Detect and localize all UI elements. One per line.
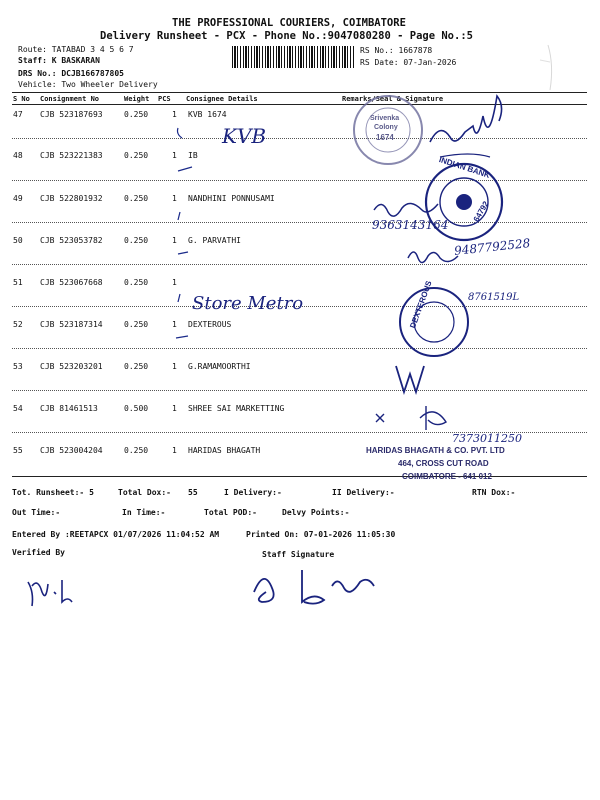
handwritten-store-metro: Store Metro bbox=[192, 293, 304, 314]
row-consignment: CJB 523221383 bbox=[40, 151, 103, 160]
row-weight: 0.250 bbox=[124, 278, 149, 287]
row-weight: 0.250 bbox=[124, 236, 149, 245]
haridas-stamp-line3: COIMBATORE - 641 012 bbox=[402, 472, 492, 481]
row-consignee: G.RAMAMOORTHI bbox=[188, 362, 251, 371]
row-weight: 0.250 bbox=[124, 362, 149, 371]
row-pcs: 1 bbox=[172, 404, 177, 413]
row-consignee: IB bbox=[188, 151, 198, 160]
row-sno: 53 bbox=[13, 362, 23, 371]
runsheet-subtitle: Delivery Runsheet - PCX - Phone No.:9047080280 - Page No.:5 bbox=[100, 30, 473, 42]
col-consignment: Consignment No bbox=[40, 95, 100, 103]
dexterous-stamp-text: DEXTEROUS bbox=[408, 279, 434, 330]
row-weight: 0.250 bbox=[124, 110, 149, 119]
printed-on: Printed On: 07-01-2026 11:05:30 bbox=[246, 530, 396, 539]
kvb-seal-line1: Srivenka bbox=[370, 115, 400, 122]
row-sno: 47 bbox=[13, 110, 23, 119]
kvb-seal-line3: 1674 bbox=[376, 133, 394, 142]
row-divider bbox=[12, 390, 587, 391]
row-consignee: SHREE SAI MARKETTING bbox=[188, 404, 285, 413]
row-sno: 55 bbox=[13, 446, 23, 455]
rs-date: RS Date: 07-Jan-2026 bbox=[360, 58, 457, 67]
handwritten-phone1: 9363143164 bbox=[372, 218, 449, 232]
row-sno: 54 bbox=[13, 404, 23, 413]
total-pod: Total POD:- bbox=[204, 508, 257, 517]
route-label: Route: TATABAD 3 4 5 6 7 bbox=[18, 45, 134, 54]
signature-row47 bbox=[420, 112, 530, 162]
kvb-seal-stamp bbox=[350, 92, 430, 172]
row-weight: 0.250 bbox=[124, 446, 149, 455]
col-pcs: PCS bbox=[158, 95, 171, 103]
row-consignment: CJB 523067668 bbox=[40, 278, 103, 287]
drs-label: DRS No.: DCJB166787805 bbox=[18, 69, 124, 78]
row-pcs: 1 bbox=[172, 320, 177, 329]
kvb-seal-line2: Colony bbox=[374, 124, 398, 131]
signature-row53 bbox=[390, 360, 430, 400]
verified-by-label: Verified By bbox=[12, 548, 65, 557]
in-time: In Time:- bbox=[122, 508, 166, 517]
page-title: THE PROFESSIONAL COURIERS, COIMBATORE bbox=[172, 17, 406, 29]
col-sno: S No bbox=[13, 95, 30, 103]
row-sno: 48 bbox=[13, 151, 23, 160]
signature-row50 bbox=[404, 242, 464, 272]
col-weight: Weight bbox=[124, 95, 150, 103]
handwritten-phone2: 9487792528 bbox=[453, 236, 531, 258]
row-pcs: 1 bbox=[172, 278, 177, 287]
row-sno: 50 bbox=[13, 236, 23, 245]
row-sno: 52 bbox=[13, 320, 23, 329]
row-consignment: CJB 523203201 bbox=[40, 362, 103, 371]
row-weight: 0.250 bbox=[124, 194, 149, 203]
signature-row49 bbox=[370, 192, 450, 232]
row-weight: 0.500 bbox=[124, 404, 149, 413]
handwritten-phone4: 8761519L bbox=[468, 292, 520, 303]
staff-label: Staff: K BASKARAN bbox=[18, 56, 100, 65]
row-consignee: G. PARVATHI bbox=[188, 236, 241, 245]
rs-number: RS No.: 1667878 bbox=[360, 46, 433, 55]
ii-delivery: II Delivery:- bbox=[332, 488, 395, 497]
handwritten-kvb: KVB bbox=[222, 124, 267, 148]
row-consignee: DEXTEROUS bbox=[188, 320, 232, 329]
staff-signature-label: Staff Signature bbox=[262, 550, 335, 559]
handwritten-phone3: 7373011250 bbox=[452, 432, 522, 445]
row-consignee: NANDHINI PONNUSAMI bbox=[188, 194, 275, 203]
row-pcs: 1 bbox=[172, 236, 177, 245]
row-consignment: CJB 523053782 bbox=[40, 236, 103, 245]
row-sno: 51 bbox=[13, 278, 23, 287]
row-consignee: HARIDAS BHAGATH bbox=[188, 446, 261, 455]
verified-signature bbox=[24, 572, 84, 612]
staff-signature bbox=[248, 562, 388, 612]
scan-mark bbox=[528, 40, 568, 100]
row-pcs: 1 bbox=[172, 194, 177, 203]
row-consignee: KVB 1674 bbox=[188, 110, 227, 119]
vehicle-label: Vehicle: Two Wheeler Delivery bbox=[18, 80, 158, 89]
row-consignment: CJB 523187693 bbox=[40, 110, 103, 119]
tot-runsheet: Tot. Runsheet:- 5 bbox=[12, 488, 94, 497]
haridas-stamp-line1: HARIDAS BHAGATH & CO. PVT. LTD bbox=[366, 446, 505, 455]
row-weight: 0.250 bbox=[124, 320, 149, 329]
row-pcs: 1 bbox=[172, 151, 177, 160]
indian-bank-code: 64792 bbox=[471, 199, 491, 224]
row-sno: 49 bbox=[13, 194, 23, 203]
delvy-points: Delvy Points:- bbox=[282, 508, 350, 517]
entered-by: Entered By :REETAPCX 01/07/2026 11:04:52 AM bbox=[12, 530, 220, 539]
dexterous-seal bbox=[396, 279, 476, 362]
row-weight: 0.250 bbox=[124, 151, 149, 160]
haridas-stamp-line2: 464, CROSS CUT ROAD bbox=[398, 459, 489, 468]
rtn-dox: RTN Dox:- bbox=[472, 488, 516, 497]
indian-bank-text: INDIAN BANK bbox=[437, 155, 491, 180]
row-pcs: 1 bbox=[172, 110, 177, 119]
total-dox-value: 55 bbox=[188, 488, 198, 497]
col-remarks: Remarks/Seal & Signature bbox=[342, 95, 444, 103]
row-consignment: CJB 523187314 bbox=[40, 320, 103, 329]
col-consignee: Consignee Details bbox=[186, 95, 258, 103]
i-delivery: I Delivery:- bbox=[224, 488, 282, 497]
row-consignment: CJB 522801932 bbox=[40, 194, 103, 203]
row-pcs: 1 bbox=[172, 362, 177, 371]
row-consignment: CJB 523004204 bbox=[40, 446, 103, 455]
total-dox-label: Total Dox:- bbox=[118, 488, 171, 497]
table-bottom-rule bbox=[12, 476, 587, 477]
row-pcs: 1 bbox=[172, 446, 177, 455]
row-consignment: CJB 81461513 bbox=[40, 404, 98, 413]
out-time: Out Time:- bbox=[12, 508, 61, 517]
